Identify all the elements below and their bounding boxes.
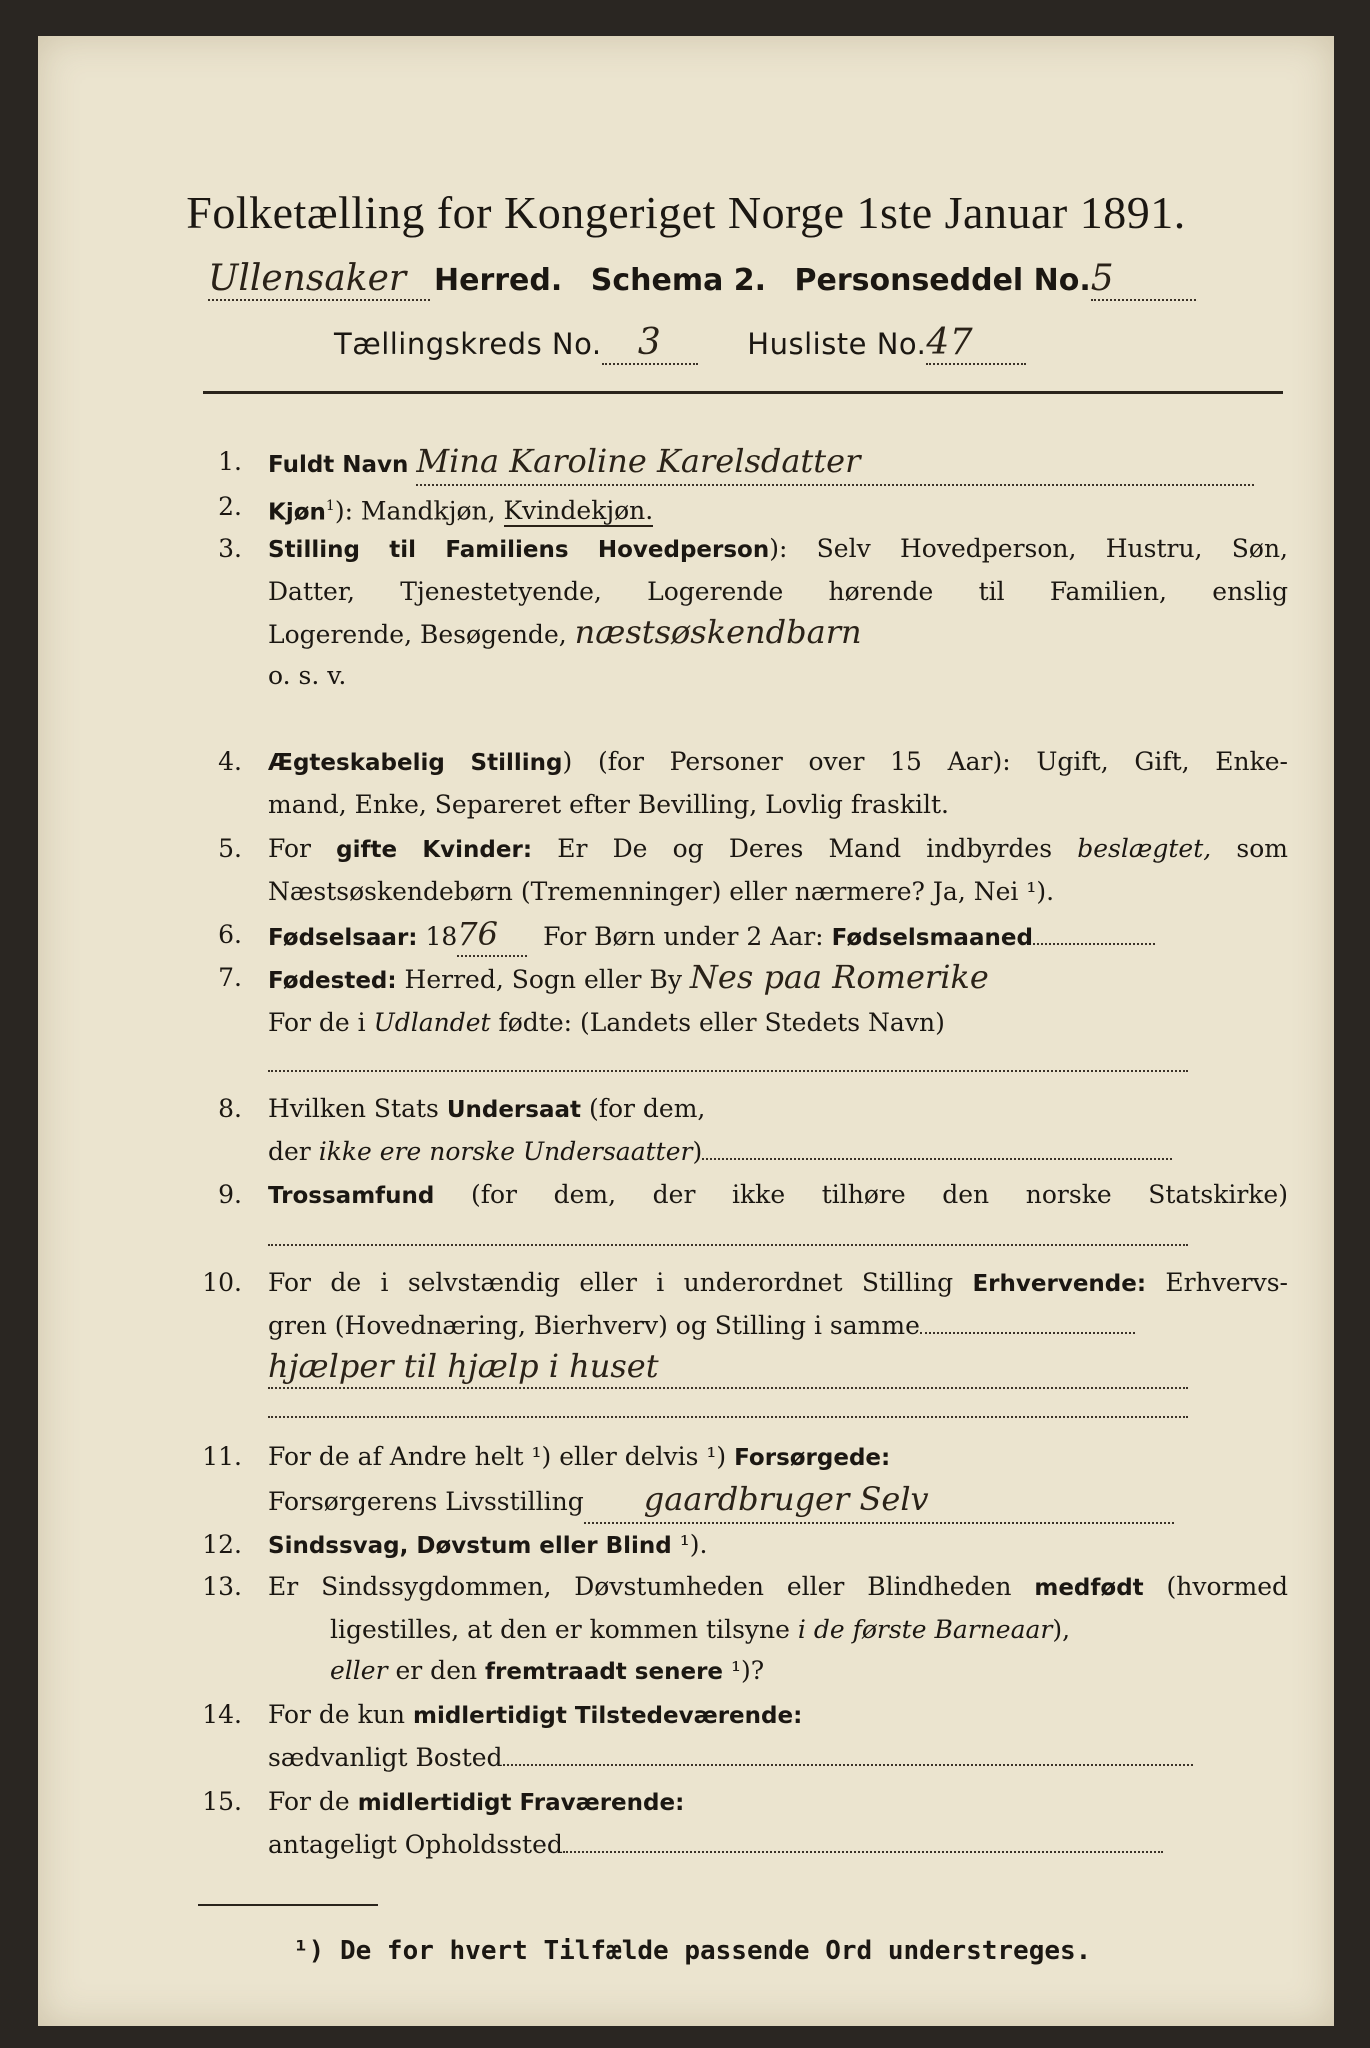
kreds-value: 3 [602, 322, 698, 365]
q7-line-2b: fødte: (Landets eller Stedets Navn) [490, 1008, 945, 1037]
q3-label: Stilling til Familiens Hovedperson [268, 537, 770, 563]
q6-label-2: Fødselsmaaned [831, 925, 1033, 951]
q3-number: 3. [218, 534, 242, 563]
q13-line-2b: ), [1052, 1615, 1071, 1644]
q13-line-2-italic: i de første Barneaar [797, 1615, 1053, 1644]
q6-year-prefix: 18 [425, 922, 458, 951]
q11-label: Forsørgede: [734, 1445, 891, 1471]
q10-line-2: gren (Hovednæring, Bierhverv) og Stilling i samme [268, 1311, 920, 1340]
q14-number: 14. [202, 1700, 242, 1729]
q6-mid: For Børn under 2 Aar: [543, 922, 824, 951]
q8-line-1b: (for dem, [581, 1094, 706, 1123]
q13-line-3b: ¹)? [723, 1656, 765, 1685]
q13-line-1a: Er Sindssygdommen, Døvstumheden eller Blindheden [268, 1572, 1035, 1601]
header-line-kreds [334, 322, 1026, 365]
q7-label: Fødested: [268, 968, 397, 994]
q2-sup: 1 [325, 498, 335, 514]
q13-line-3-italic: eller [330, 1656, 388, 1685]
q8-line-1a: Hvilken Stats [268, 1094, 447, 1123]
q11-number: 11. [202, 1442, 242, 1471]
q4-number: 4. [218, 747, 242, 776]
q7-answer: Nes paa Romerike [689, 958, 989, 996]
q5-line-1-italic: beslægtet, [1077, 834, 1212, 863]
q5-number: 5. [218, 834, 242, 863]
q14-label: midlertidigt Tilstedeværende: [412, 1703, 803, 1729]
q4-line-1: ) (for Personer over 15 Aar): Ugift, Gift, Enke- [562, 747, 1288, 776]
q7-number: 7. [218, 963, 242, 992]
q3-line-4: o. s. v. [268, 661, 347, 690]
q6-year-value: 76 [457, 914, 527, 957]
q13-label: medfødt [1034, 1575, 1144, 1601]
q15-line-1a: For de [268, 1787, 358, 1816]
header-divider [203, 391, 1283, 394]
q2-number: 2. [218, 492, 242, 521]
q9-number: 9. [218, 1180, 242, 1209]
q7-line-2a: For de i [268, 1008, 374, 1037]
q10-label: Erhvervende: [972, 1271, 1147, 1297]
q12-line-1: ¹). [671, 1530, 708, 1559]
q3-line-2: Datter, Tjenestetyende, Logerende hørende til Familien, enslig [268, 577, 1288, 606]
q1-number: 1. [218, 447, 242, 476]
q12-number: 12. [202, 1530, 242, 1559]
q10-line-1a: For de i selvstændig eller i underordnet Stilling [268, 1268, 973, 1297]
q2-label: Kjøn [268, 499, 326, 526]
q10-line-1b: Erhvervs- [1146, 1268, 1288, 1297]
q2-underlined: Kvindekjøn. [503, 496, 654, 526]
q7-line-1: Herred, Sogn eller By [404, 965, 682, 994]
q7-line-2-italic: Udlandet [373, 1008, 491, 1037]
q4-line-2: mand, Enke, Separeret efter Bevilling, Lovlig fraskilt. [268, 790, 949, 819]
q5-label: gifte Kvinder: [336, 837, 533, 863]
q6-number: 6. [218, 920, 242, 949]
herred-value: Ullensaker [208, 258, 430, 301]
q13-label-2: fremtraadt senere [485, 1659, 724, 1685]
personseddel-label: Personseddel No. [794, 263, 1091, 298]
husliste-label: Husliste No. [747, 327, 927, 361]
census-form [38, 36, 1334, 2026]
q8-line-2a: der [268, 1137, 319, 1166]
q12-label: Sindssvag, Døvstum eller Blind [268, 1533, 672, 1559]
q6-label: Fødselsaar: [268, 925, 418, 951]
personseddel-value: 5 [1091, 258, 1196, 301]
q11-line-2: Forsørgerens Livsstilling [268, 1487, 584, 1516]
q5-pre: For [268, 834, 337, 863]
q11-answer: gaardbruger Selv [643, 1480, 929, 1518]
q13-number: 13. [202, 1572, 242, 1601]
q5-line-1b: som [1211, 834, 1288, 863]
q1-answer: Mina Karoline Karelsdatter [416, 442, 861, 480]
q15-number: 15. [202, 1787, 242, 1816]
q5-line-2: Næstsøskendebørn (Tremenninger) eller nærmere? Ja, Nei ¹). [268, 877, 1055, 906]
footnote: ¹) De for hvert Tilfælde passende Ord understreges. [293, 1936, 1092, 1966]
q13-line-1b: (hvormed [1143, 1572, 1289, 1601]
q10-answer: hjælper til hjælp i huset [268, 1346, 1188, 1389]
q14-line-2: sædvanligt Bosted [268, 1743, 503, 1772]
q4-label: Ægteskabelig Stilling [268, 750, 563, 776]
q13-line-2a: ligestilles, at den er kommen tilsyne [330, 1615, 798, 1644]
q15-line-2: antageligt Opholdssted [268, 1830, 563, 1859]
q9-label: Trossamfund [268, 1183, 435, 1209]
kreds-label: Tællingskreds No. [334, 327, 602, 361]
q15-label: midlertidigt Fraværende: [357, 1790, 685, 1816]
q13-line-3a: er den [387, 1656, 486, 1685]
q8-line-2b: ) [692, 1137, 703, 1166]
q8-label: Undersaat [446, 1097, 581, 1123]
q8-line-2-italic: ikke ere norske Undersaatter [318, 1137, 693, 1166]
husliste-value: 47 [926, 322, 1026, 365]
q11-line-1a: For de af Andre helt ¹) eller delvis ¹) [268, 1442, 735, 1471]
q14-line-1a: For de kun [268, 1700, 413, 1729]
herred-label: Herred. [434, 263, 563, 298]
form-title: Folketælling for Kongeriget Norge 1ste Januar 1891. [186, 187, 1186, 238]
q9-line-1: (for dem, der ikke tilhøre den norske Statskirke) [434, 1180, 1288, 1209]
q1-label: Fuldt Navn [268, 452, 409, 478]
schema-label: Schema 2. [590, 263, 767, 298]
q2-text: ): Mandkjøn, [334, 496, 504, 526]
header-line-herred [208, 258, 1196, 301]
q10-number: 10. [202, 1268, 242, 1297]
q3-line-1: ): Selv Hovedperson, Hustru, Søn, [769, 534, 1288, 563]
q5-line-1a: Er De og Deres Mand indbyrdes [532, 834, 1078, 863]
q3-line-3: Logerende, Besøgende, [268, 620, 567, 649]
q8-number: 8. [218, 1094, 242, 1123]
footnote-rule [198, 1904, 378, 1906]
q3-answer: næstsøskendbarn [574, 613, 862, 651]
